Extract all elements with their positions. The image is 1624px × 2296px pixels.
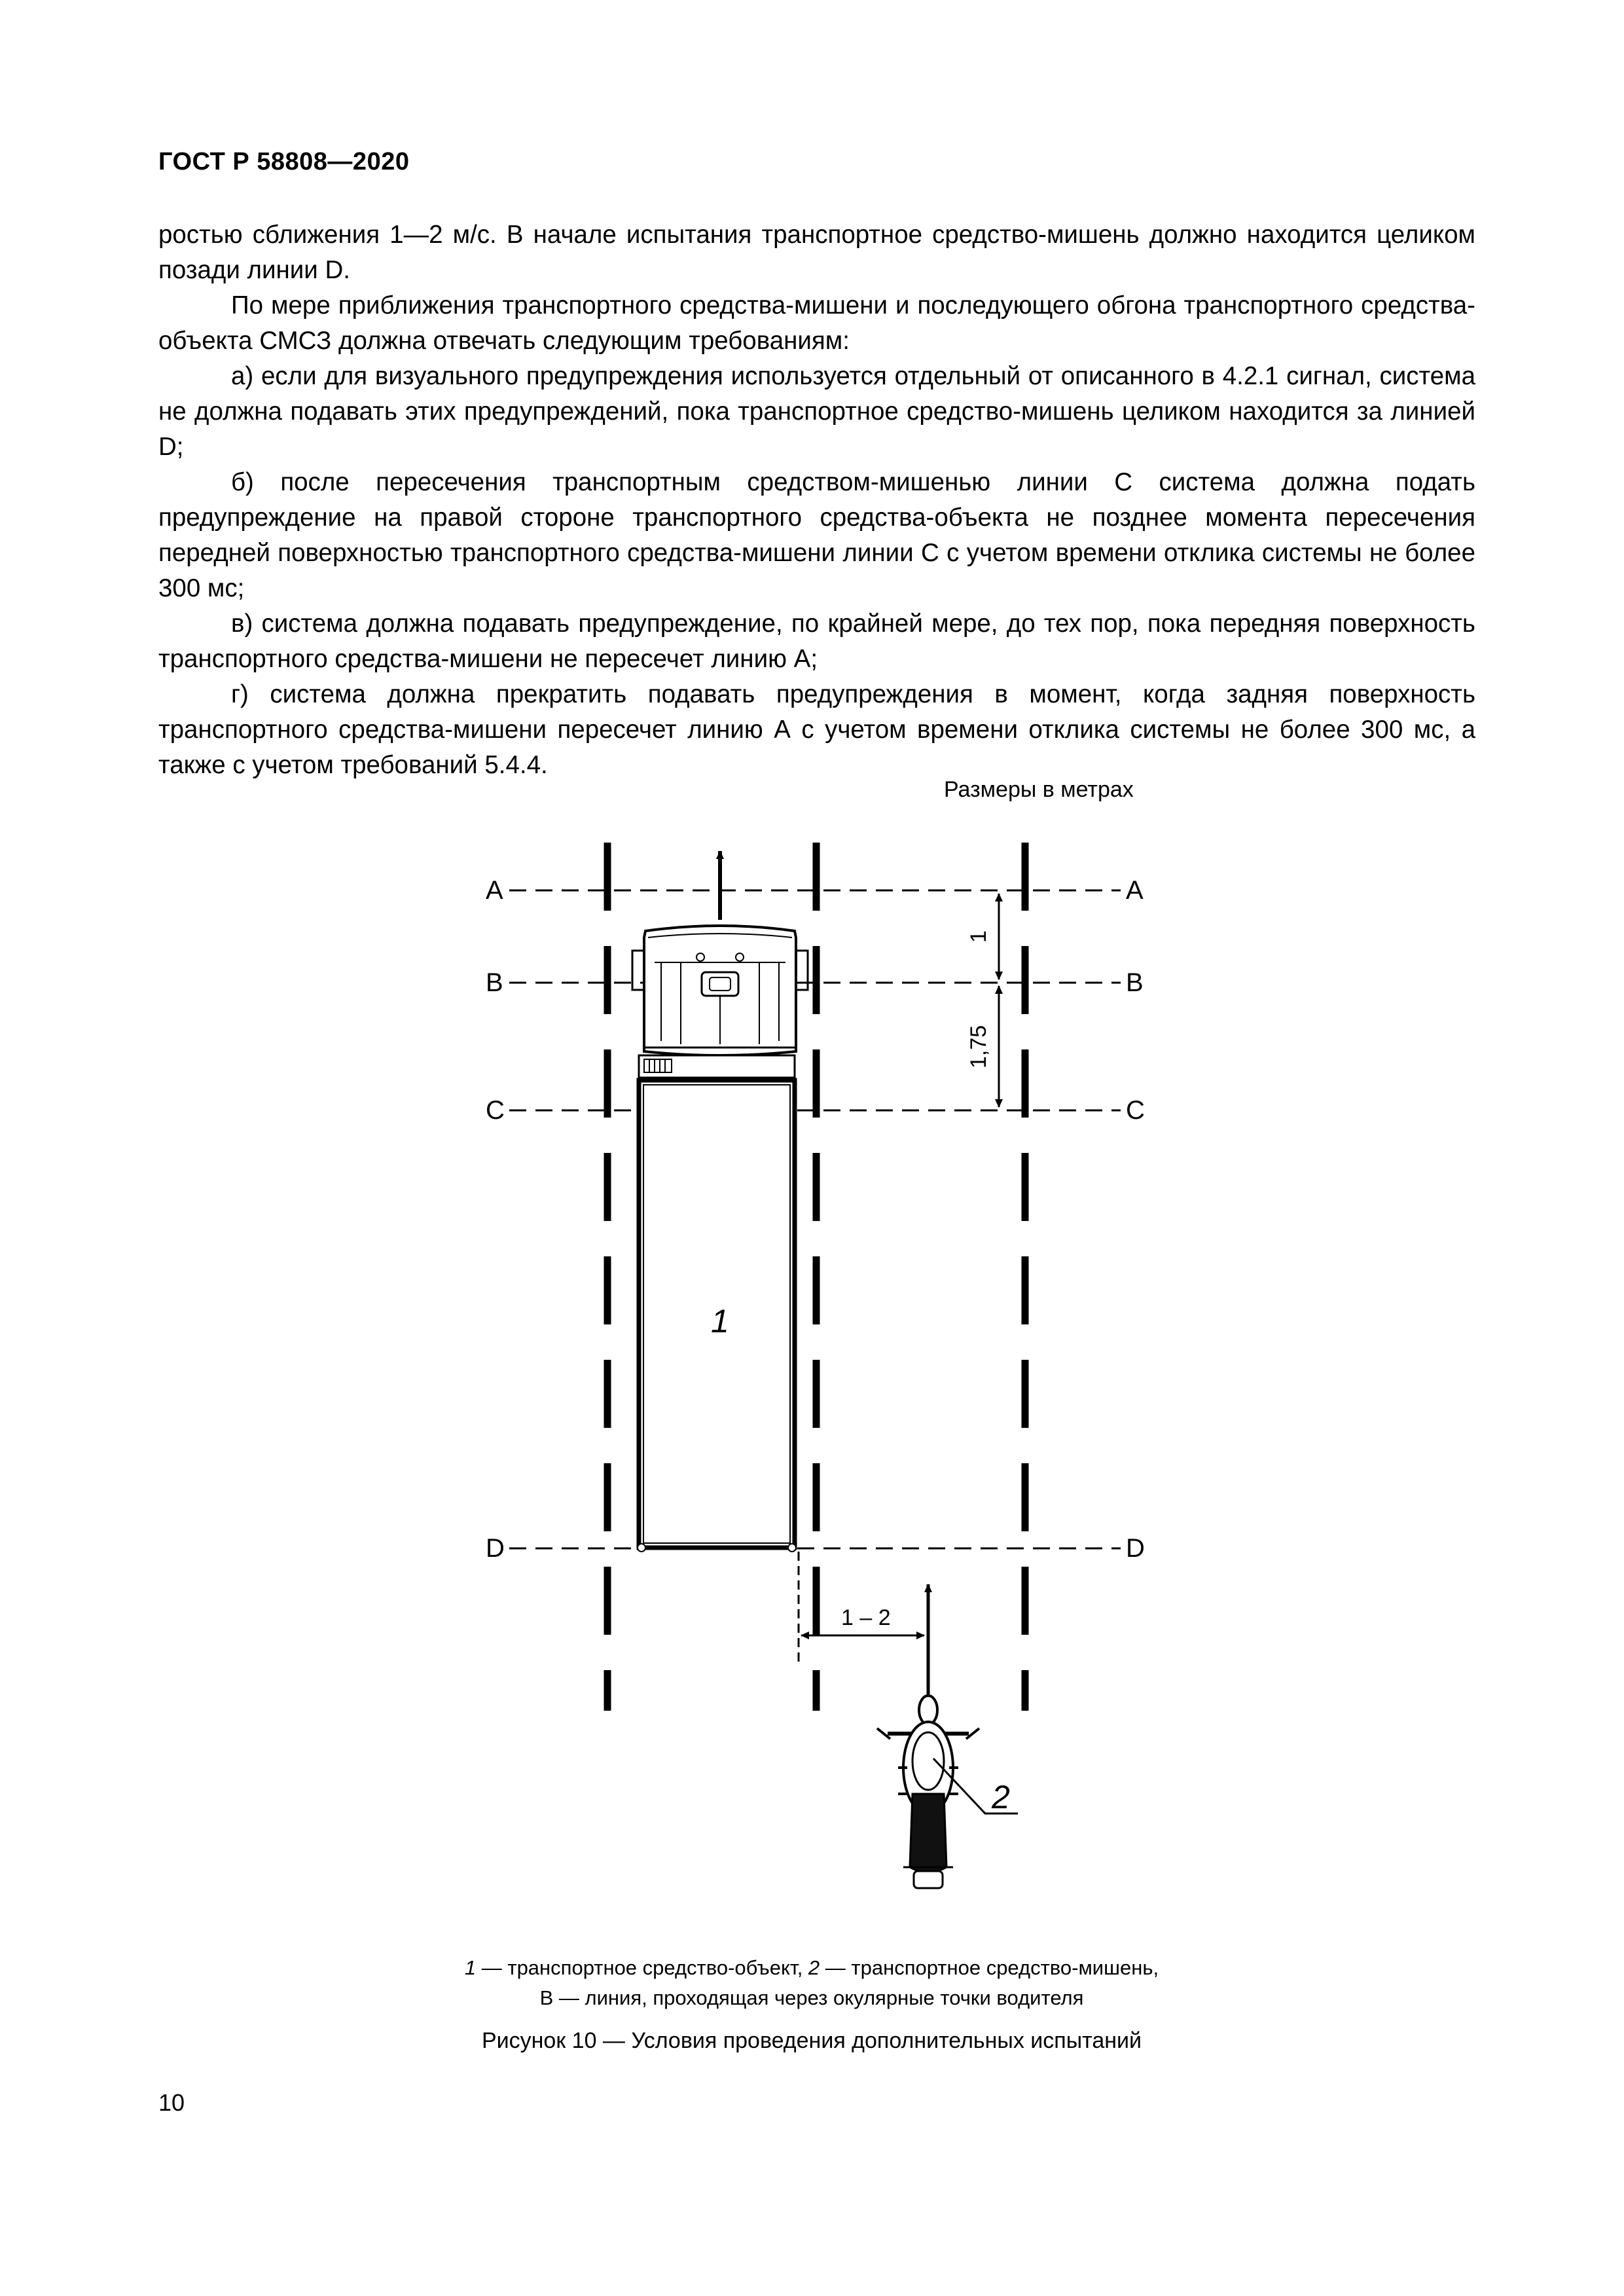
page-number: 10 [158,2089,185,2116]
legend-number-1: 1 [464,1956,477,1979]
line-c-label-right: C [1126,1096,1145,1125]
paragraph-item-v: в) система должна подавать предупреждение, по крайней мере, до тех пор, пока передняя поверхность транспортного средства-мишени не пересечет линию А; [158,610,1475,673]
vehicle-object-label: 1 [711,1303,729,1339]
legend-number-2: 2 [808,1956,820,1979]
dimension-lines [999,890,1001,1110]
dim-b-c-label: 1,75 [966,1025,991,1068]
dimensions-note: Размеры в метрах [944,777,1134,802]
figure-caption: Рисунок 10 — Условия проведения дополнительных испытаний [481,2028,1142,2053]
line-a-label-left: A [486,876,503,905]
line-d-label-right: D [1126,1534,1145,1563]
legend-line-2: В — линия, проходящая через окулярные точки водителя [539,1986,1084,2009]
dim-gap-label: 1 – 2 [841,1605,891,1630]
legend-line-1: 1 — транспортное средство-объект, 2 — транспортное средство-мишень, [464,1956,1159,1979]
truck-vehicle-object [632,926,808,1552]
line-b-label-left: B [486,968,503,997]
paragraph-2: По мере приближения транспортного средства-мишени и последующего обгона транспортного средства-объекта СМСЗ должна отвечать следующим требованиям: [158,291,1475,355]
paragraph-1: ростью сближения 1—2 м/с. В начале испытания транспортное средство-мишень должно находится целиком позади линии D. [158,221,1475,284]
line-b-label-right: B [1126,968,1144,997]
paragraph-item-a: а) если для визуального предупреждения используется отдельный от описанного в 4.2.1 сигнал, система не должна подавать этих предупреждений, пока транспортное средство-мишень целиком находится за линией D; [158,362,1475,461]
document-header: ГОСТ Р 58808—2020 [158,148,410,175]
line-c-label-left: C [486,1096,505,1125]
dim-a-b-label: 1 [966,930,991,943]
line-d-label-left: D [486,1534,505,1563]
paragraph-item-b: б) после пересечения транспортным средством-мишенью линии С система должна подать предупреждение на правой стороне транспортного средства-объекта не позднее момента пересечения передней поверхностью транспортного средства-мишени линии С с учетом времени отклика системы не более 300 мс; [158,468,1475,602]
line-a-label-right: A [1126,876,1144,905]
figure-legend [157,1953,1466,2013]
paragraph-item-g: г) система должна прекратить подавать предупреждения в момент, когда задняя поверхность транспортного средства-мишени пересечет линию А с учетом времени отклика системы не более 300 мс, а также с учетом требований 5.4.4. [158,680,1475,779]
target-vehicle-label: 2 [992,1779,1010,1815]
